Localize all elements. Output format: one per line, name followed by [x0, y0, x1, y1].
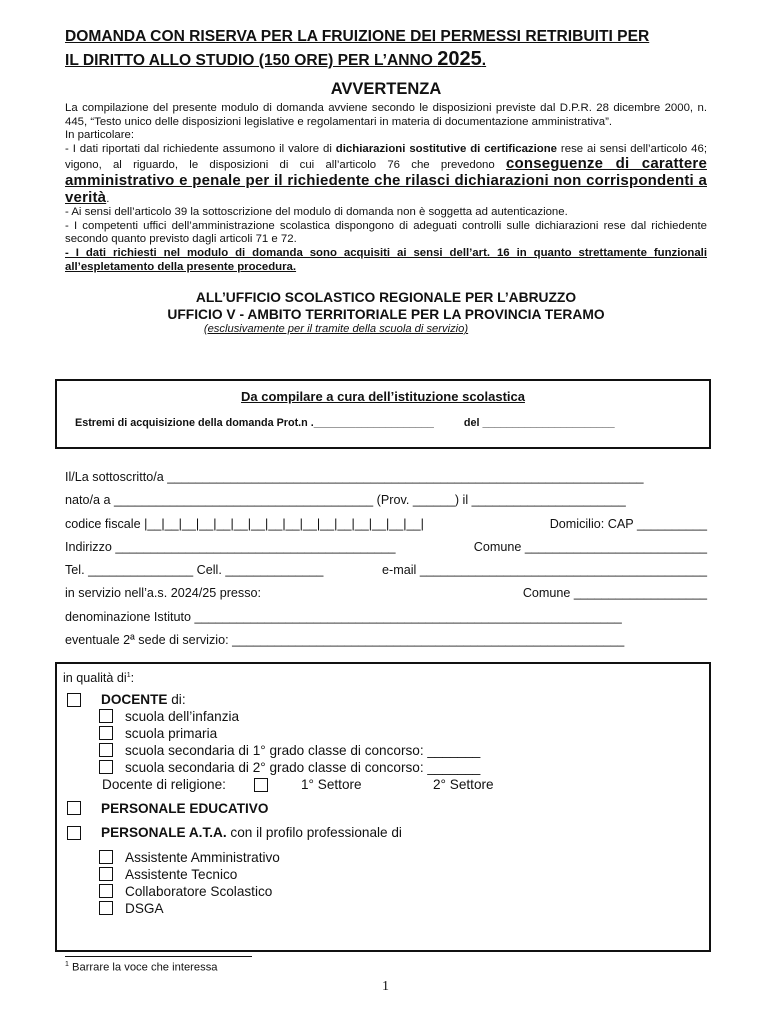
educativo-label: PERSONALE EDUCATIVO — [101, 801, 269, 816]
infanzia-label: scuola dell’infanzia — [125, 709, 240, 724]
docente-di: di: — [167, 692, 186, 707]
docente-label — [101, 692, 186, 708]
second-site-field[interactable]: eventuale 2ª sede di servizio: ________________________________________________________ — [65, 633, 625, 648]
avvertenza-p4: - Ai sensi dell’articolo 39 la sottoscrizione del modulo di domanda non è soggetta ad autenticazione. — [65, 206, 568, 219]
tax-code-field[interactable]: codice fiscale |__|__|__|__|__|__|__|__|__|__|__|__|__|__|__|__| — [65, 516, 424, 531]
page-number: 1 — [382, 979, 389, 994]
p3-part-a: - I dati riportati dal richiedente assumono il valore di — [65, 142, 336, 155]
recipient-line2: UFFICIO V - AMBITO TERRITORIALE PER LA PROVINCIA TERAMO — [167, 307, 605, 323]
docente-text: DOCENTE — [101, 692, 168, 707]
footnote — [65, 961, 218, 974]
institution-box — [55, 379, 711, 449]
protocol-field[interactable]: Estremi di acquisizione della domanda Prot.n .____________________ — [75, 417, 434, 429]
avvertenza-p1: La compilazione del presente modulo di domanda avviene secondo le disposizioni previste dal D.P.R. 28 dicembre 2000, n. 445, “Testo unico delle disposizioni legislative e regolamentari in materia di documentazione amministrativa”. — [65, 102, 707, 128]
settore1-label: 1° Settore — [301, 777, 362, 792]
dsga-label: DSGA — [125, 901, 164, 916]
service-label: in servizio nell’a.s. 2024/25 presso: — [65, 586, 262, 601]
email-field[interactable]: e-mail _________________________________________ — [382, 563, 707, 578]
title-dot: . — [481, 52, 487, 69]
footnote-divider — [65, 956, 252, 957]
collaboratore-checkbox[interactable] — [99, 884, 113, 898]
secondaria1-checkbox[interactable] — [99, 743, 113, 757]
secondaria1-label: scuola secondaria di 1° grado classe di concorso: _______ — [125, 743, 481, 758]
role-label-text: in qualità di — [63, 671, 127, 686]
ata-text: PERSONALE A.T.A. — [101, 825, 227, 840]
avvertenza-p2: In particolare: — [65, 129, 135, 142]
p3-part-b: dichiarazioni sostitutive di certificazione — [335, 142, 558, 155]
avvertenza-p5: - I competenti uffici dell’amministrazione scolastica dispongono di adeguati controlli sulle dichiarazioni rese dal richiedente secondo quanto previsto dagli articoli 71 e 72. — [65, 219, 707, 246]
educativo-checkbox[interactable] — [67, 801, 81, 815]
secondaria2-label: scuola secondaria di 2° grado classe di concorso: _______ — [125, 760, 481, 775]
birth-field[interactable]: nato/a a _____________________________________ (Prov. ______) il ______________________ — [65, 493, 626, 508]
docente-checkbox[interactable] — [67, 693, 81, 707]
role-box — [55, 662, 711, 952]
cap-field[interactable]: Domicilio: CAP __________ — [549, 516, 707, 531]
ata-rest: con il profilo professionale di — [226, 825, 402, 840]
role-label — [63, 668, 134, 686]
settore2-label: 2° Settore — [433, 777, 494, 792]
ata-label — [101, 825, 402, 841]
dsga-checkbox[interactable] — [99, 901, 113, 915]
service-city-field[interactable]: Comune ___________________ — [522, 586, 707, 601]
amministrativo-label: Assistente Amministrativo — [125, 850, 280, 865]
tecnico-label: Assistente Tecnico — [125, 867, 238, 882]
name-field[interactable]: Il/La sottoscritto/a ____________________________________________________________________ — [65, 470, 644, 484]
ata-checkbox[interactable] — [67, 826, 81, 840]
tecnico-checkbox[interactable] — [99, 867, 113, 881]
footnote-text: Barrare la voce che interessa — [68, 961, 218, 974]
protocol-date-field[interactable]: del ______________________ — [463, 417, 615, 429]
primaria-label: scuola primaria — [125, 726, 218, 741]
recipient-line1: ALL’UFFICIO SCOLASTICO REGIONALE PER L’ABRUZZO — [195, 290, 577, 306]
protocol-row — [75, 417, 709, 429]
phone-field[interactable]: Tel. _______________ Cell. ______________ — [65, 563, 324, 578]
recipient-note: (esclusivamente per il tramite della scuola di servizio) — [203, 323, 469, 336]
amministrativo-checkbox[interactable] — [99, 850, 113, 864]
address-field[interactable]: Indirizzo ________________________________________ — [65, 539, 396, 554]
document-title — [65, 26, 707, 72]
footnote-number: 1 — [65, 961, 69, 968]
title-line1: DOMANDA CON RISERVA PER LA FRUIZIONE DEI PERMESSI RETRIBUITI PER — [65, 28, 650, 45]
page-header — [65, 26, 707, 335]
collaboratore-label: Collaboratore Scolastico — [125, 884, 273, 899]
p3-part-d: conseguenze di carattere amministrativo e penale per il richiedente che rilasci dichiarazioni non corrispondenti a verità — [65, 155, 707, 206]
institute-field[interactable]: denominazione Istituto _____________________________________________________________ — [65, 609, 622, 624]
infanzia-checkbox[interactable] — [99, 709, 113, 723]
secondaria2-checkbox[interactable] — [99, 760, 113, 774]
role-label-colon: : — [130, 671, 135, 686]
title-year: 2025 — [437, 48, 482, 70]
avvertenza-p6: - I dati richiesti nel modulo di domanda sono acquisiti ai sensi dell’art. 16 in quanto strettamente funzionali all’espletamento della presente procedura. — [65, 246, 707, 273]
applicant-form — [65, 466, 707, 652]
p3-part-e: . — [106, 192, 110, 205]
title-line2: IL DIRITTO ALLO STUDIO (150 ORE) PER L’ANNO — [65, 52, 438, 69]
footnote-ref: 1 — [126, 672, 131, 679]
p3-part-c: rese ai sensi dell’articolo 46; vigono, al riguardo, le disposizioni di cui all’articolo 76 che prevedono — [65, 142, 707, 172]
avvertenza-p3 — [65, 143, 707, 206]
religione-label: Docente di religione: — [102, 777, 226, 792]
primaria-checkbox[interactable] — [99, 726, 113, 740]
institution-box-title: Da compilare a cura dell’istituzione scolastica — [241, 389, 525, 404]
city-field[interactable]: Comune __________________________ — [473, 539, 707, 554]
religione-checkbox[interactable] — [254, 778, 268, 792]
avvertenza-title: AVVERTENZA — [330, 80, 442, 98]
